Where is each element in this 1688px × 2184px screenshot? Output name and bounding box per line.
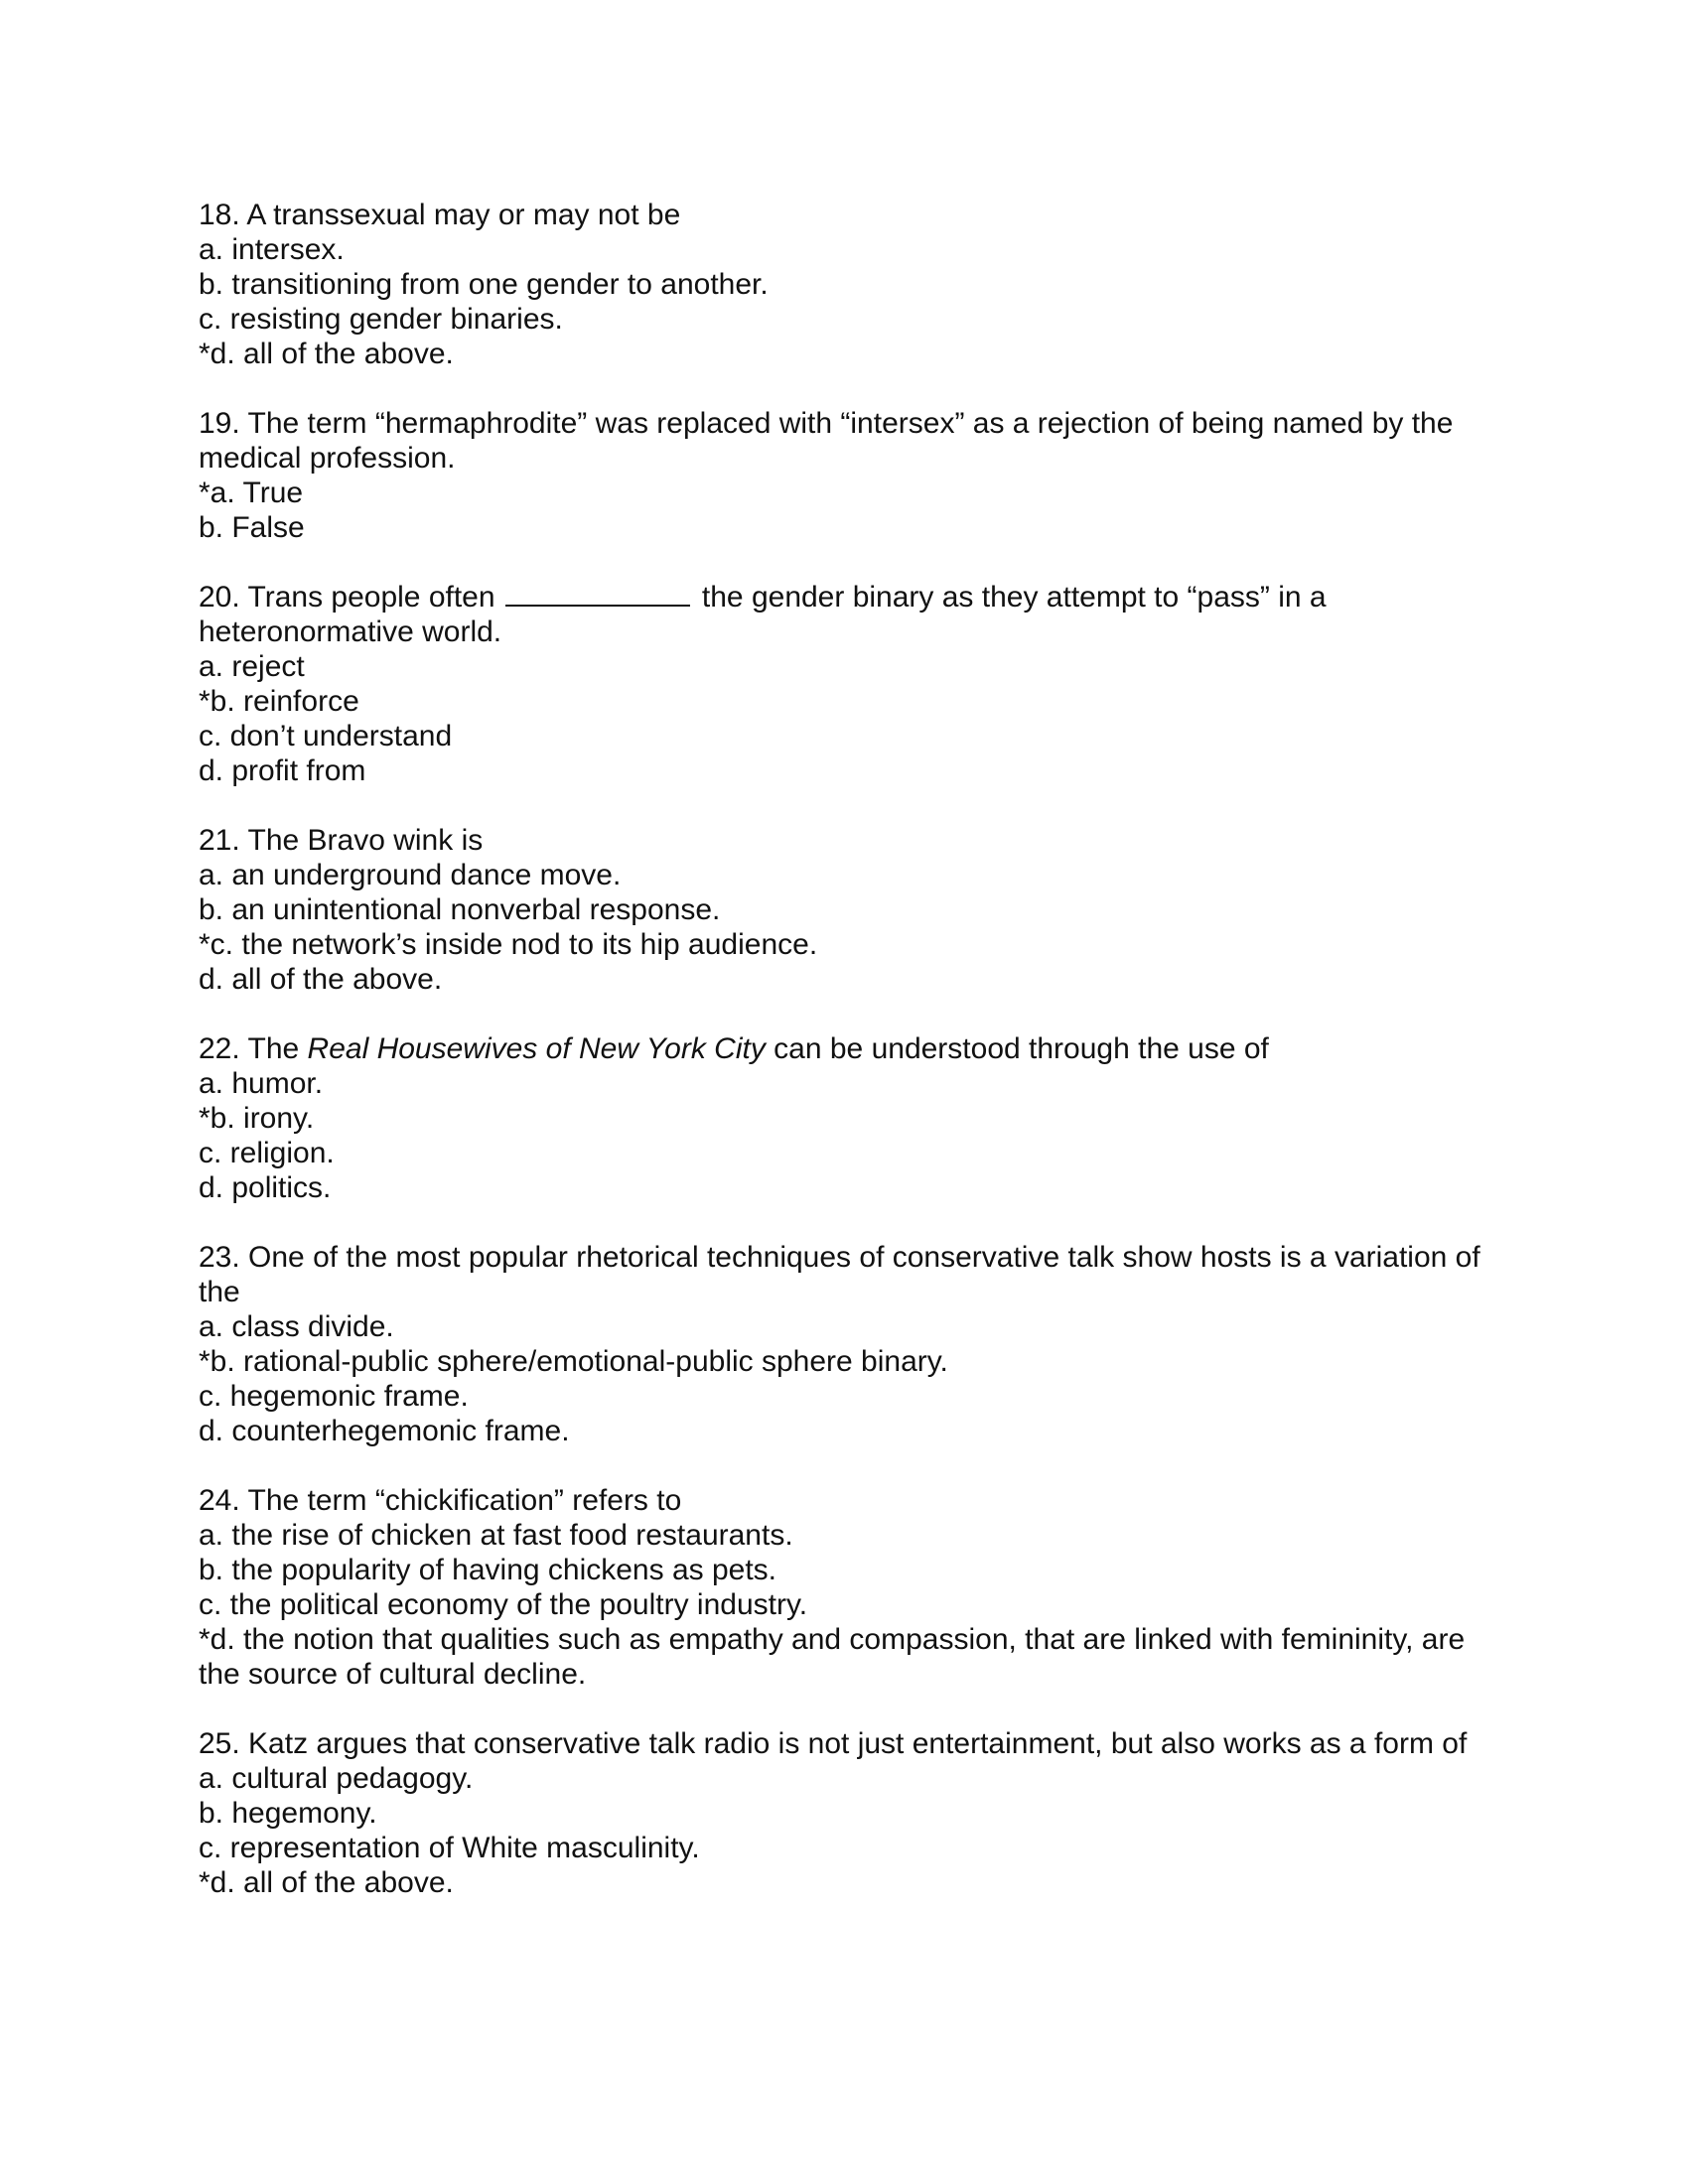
answer-option: b. an unintentional nonverbal response. [199, 893, 721, 926]
question-19 [199, 406, 1489, 545]
answer-option: b. transitioning from one gender to another. [199, 268, 769, 301]
question-stem: 23. One of the most popular rhetorical techniques of conservative talk show hosts is a variation of the [199, 1241, 1480, 1308]
answer-option: c. the political economy of the poultry industry. [199, 1588, 808, 1621]
answer-option-correct: *a. True [199, 477, 304, 509]
question-stem-before-blank: 20. Trans people often [199, 581, 495, 614]
answer-option: d. counterhegemonic frame. [199, 1415, 570, 1447]
answer-option: a. an underground dance move. [199, 859, 622, 891]
answer-option: c. resisting gender binaries. [199, 303, 563, 336]
answer-option: d. profit from [199, 754, 366, 787]
answer-option-correct: *b. reinforce [199, 685, 359, 718]
question-stem [199, 580, 1489, 649]
answer-option: a. cultural pedagogy. [199, 1762, 474, 1795]
question-stem: 25. Katz argues that conservative talk radio is not just entertainment, but also works as a form of [199, 1727, 1468, 1760]
answer-option: c. don’t understand [199, 720, 453, 752]
answer-option-correct: *d. all of the above. [199, 1866, 454, 1899]
answer-option: b. the popularity of having chickens as pets. [199, 1554, 777, 1586]
answer-option-correct: *d. the notion that qualities such as empathy and compassion, that are linked with femininity, are the source of cultural decline. [199, 1623, 1466, 1691]
question-stem [199, 1031, 1489, 1066]
answer-option: d. all of the above. [199, 963, 443, 996]
question-stem: 19. The term “hermaphrodite” was replaced with “intersex” as a rejection of being named by the medical profession. [199, 407, 1454, 475]
question-22 [199, 1031, 1489, 1205]
question-21 [199, 823, 1489, 997]
question-20 [199, 580, 1489, 788]
question-18 [199, 198, 1489, 371]
question-24 [199, 1483, 1489, 1692]
answer-option: a. class divide. [199, 1310, 394, 1343]
question-stem: 24. The term “chickification” refers to [199, 1484, 682, 1517]
answer-option: b. False [199, 511, 305, 544]
answer-option: c. representation of White masculinity. [199, 1832, 700, 1864]
question-stem: 18. A transsexual may or may not be [199, 199, 681, 231]
question-23 [199, 1240, 1489, 1448]
fill-in-blank [505, 580, 690, 607]
answer-option: a. reject [199, 650, 305, 683]
question-25 [199, 1726, 1489, 1900]
question-stem-after-blank: the gender binary as they attempt to “pass” in a heteronormative world. [199, 581, 1327, 648]
answer-option: d. politics. [199, 1171, 332, 1204]
answer-option-correct: *b. rational-public sphere/emotional-public sphere binary. [199, 1345, 948, 1378]
answer-option: a. the rise of chicken at fast food restaurants. [199, 1519, 793, 1552]
answer-option: c. religion. [199, 1137, 335, 1169]
answer-option-correct: *d. all of the above. [199, 338, 454, 370]
show-title: Real Housewives of New York City [307, 1032, 766, 1065]
answer-option: a. intersex. [199, 233, 345, 266]
quiz-content [199, 198, 1489, 1935]
answer-option-correct: *c. the network’s inside nod to its hip audience. [199, 928, 818, 961]
question-stem-suffix: can be understood through the use of [765, 1032, 1269, 1065]
question-stem: 21. The Bravo wink is [199, 824, 484, 857]
answer-option: a. humor. [199, 1067, 324, 1100]
answer-option: b. hegemony. [199, 1797, 377, 1830]
question-stem-prefix: 22. The [199, 1032, 308, 1065]
answer-option: c. hegemonic frame. [199, 1380, 469, 1413]
answer-option-correct: *b. irony. [199, 1102, 315, 1135]
